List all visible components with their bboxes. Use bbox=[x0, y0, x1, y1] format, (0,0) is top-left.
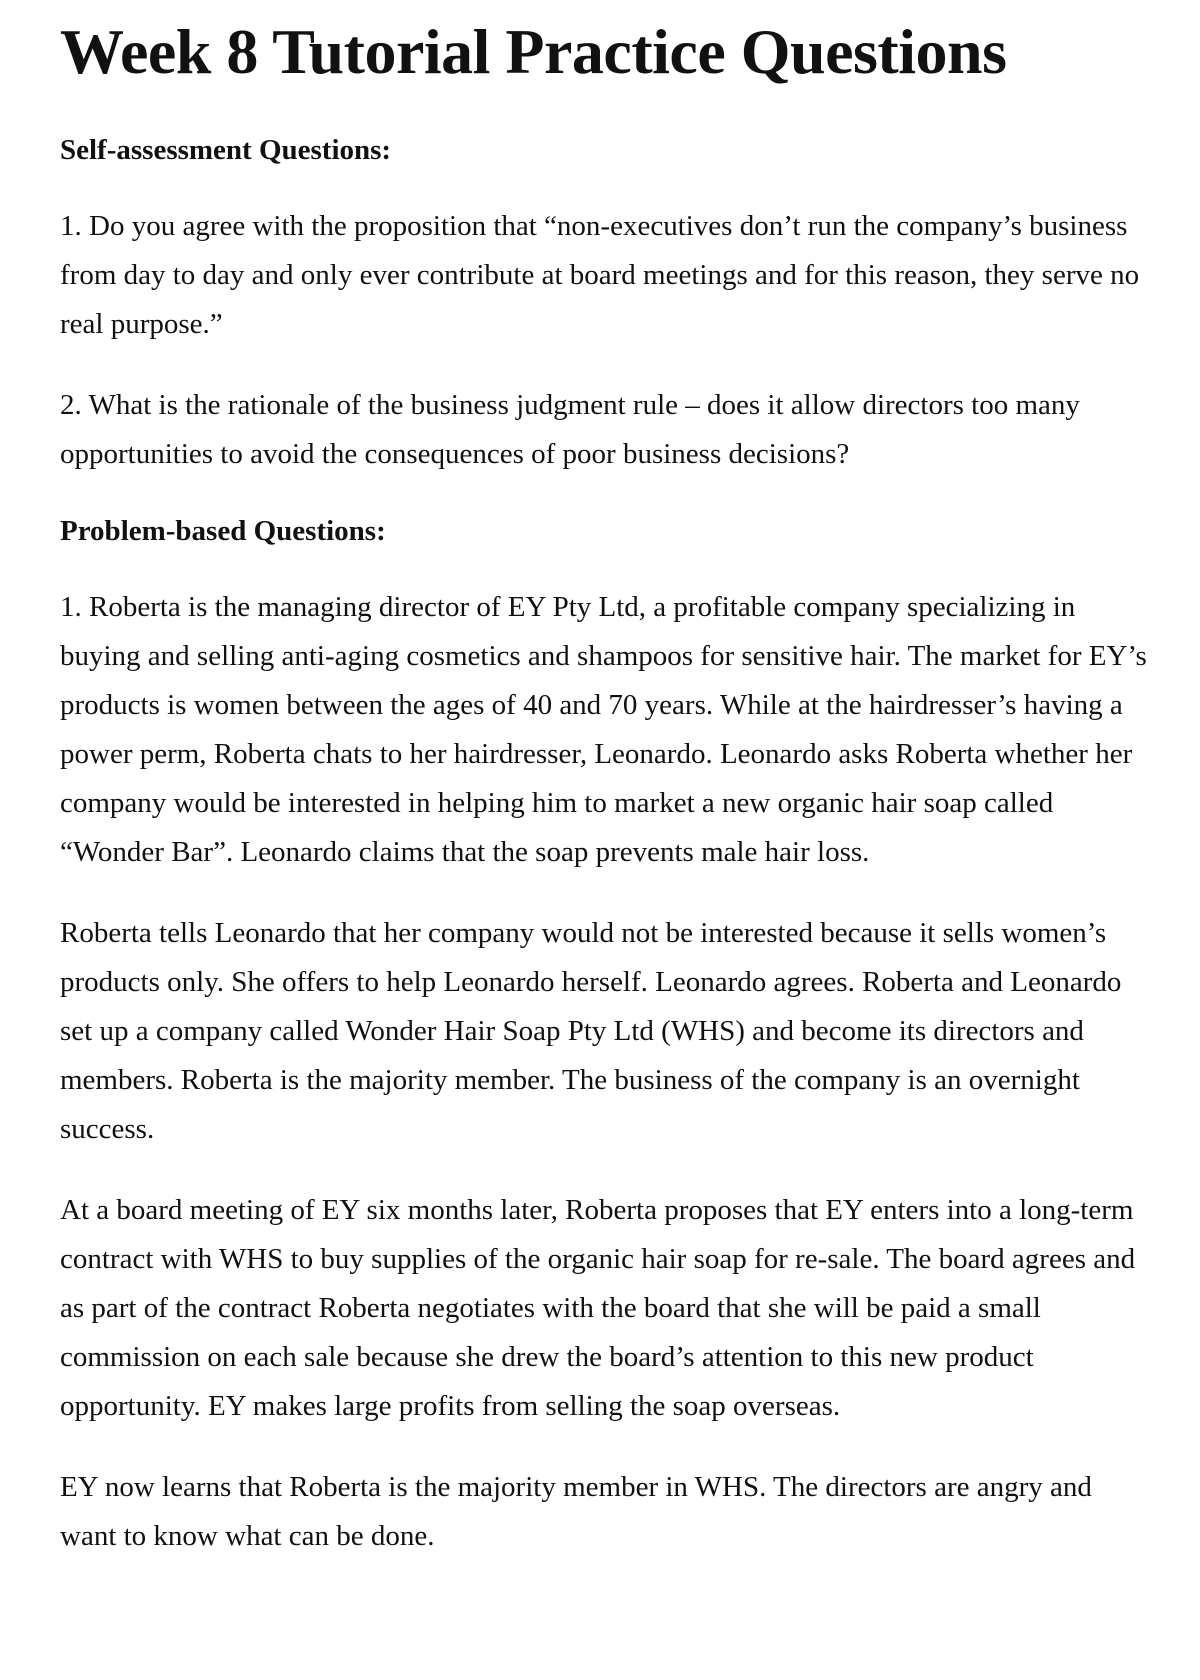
problem-paragraph-4: EY now learns that Roberta is the majority member in WHS. The directors are angry and want to know what can be done. bbox=[60, 1471, 1092, 1552]
problem-based-heading: Problem-based Questions: bbox=[60, 515, 386, 547]
problem-paragraph-2: Roberta tells Leonardo that her company would not be interested because it sells women’s products only. She offers to help Leonardo herself. Leonardo agrees. Roberta and Leonardo set up a company called Wonder Hair Soap Pty Ltd (WHS) and become its directors and members. Roberta is the majority member. The business of the company is an overnight success. bbox=[60, 917, 1122, 1145]
self-assessment-heading: Self-assessment Questions: bbox=[60, 134, 392, 166]
problem-paragraph-1: 1. Roberta is the managing director of EY Pty Ltd, a profitable company specializing in buying and selling anti-aging cosmetics and shampoos for sensitive hair. The market for EY’s products is women between the ages of 40 and 70 years. While at the hairdresser’s having a power perm, Roberta chats to her hairdresser, Leonardo. Leonardo asks Roberta whether her company would be interested in helping him to market a new organic hair soap called “Wonder Bar”. Leonardo claims that the soap prevents male hair loss. bbox=[60, 591, 1147, 868]
self-assessment-question-1: 1. Do you agree with the proposition that “non-executives don’t run the company’s business from day to day and only ever contribute at board meetings and for this reason, they serve no real purpose.” bbox=[60, 210, 1140, 340]
document-page bbox=[60, 12, 1150, 1561]
page-title: Week 8 Tutorial Practice Questions bbox=[60, 16, 1007, 87]
self-assessment-question-2: 2. What is the rationale of the business judgment rule – does it allow directors too many opportunities to avoid the consequences of poor business decisions? bbox=[60, 389, 1080, 470]
problem-paragraph-3: At a board meeting of EY six months later, Roberta proposes that EY enters into a long-term contract with WHS to buy supplies of the organic hair soap for re-sale. The board agrees and as part of the contract Roberta negotiates with the board that she will be paid a small commission on each sale because she drew the board’s attention to this new product opportunity. EY makes large profits from selling the soap overseas. bbox=[60, 1194, 1136, 1422]
